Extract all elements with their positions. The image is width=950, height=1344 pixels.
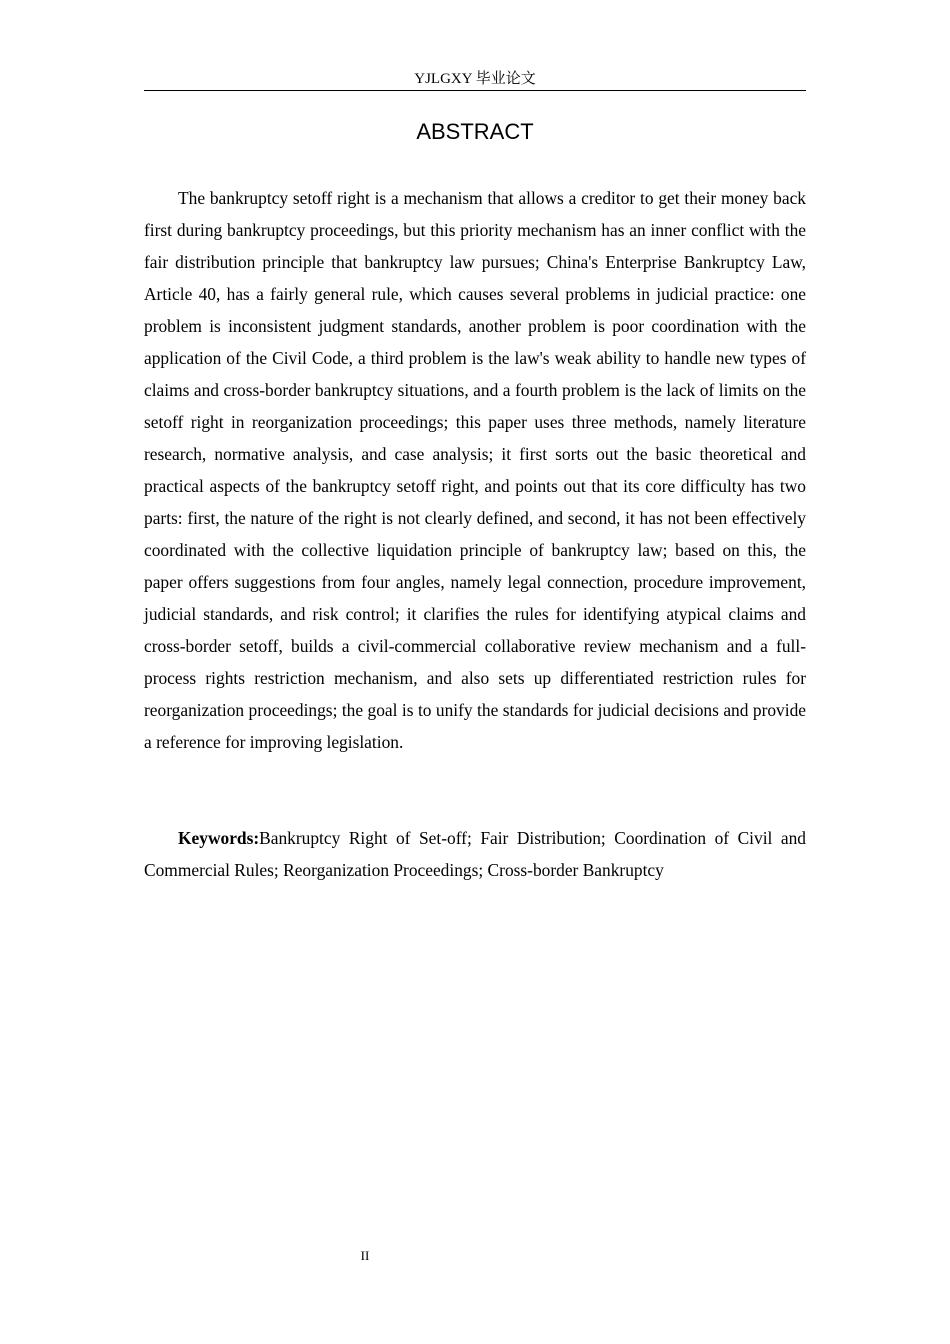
keywords-paragraph: [144, 822, 806, 886]
abstract-body: The bankruptcy setoff right is a mechanism that allows a creditor to get their money back first during bankruptcy proceedings, but this priority mechanism has an inner conflict with the fair distribution principle that bankruptcy law pursues; China's Enterprise Bankruptcy Law, Article 40, has a fairly general rule, which causes several problems in judicial practice: one problem is inconsistent judgment standards, another problem is poor coordination with the application of the Civil Code, a third problem is the law's weak ability to handle new types of claims and cross-border bankruptcy situations, and a fourth problem is the lack of limits on the setoff right in reorganization proceedings; this paper uses three methods, namely literature research, normative analysis, and case analysis; it first sorts out the basic theoretical and practical aspects of the bankruptcy setoff right, and points out that its core difficulty has two parts: first, the nature of the right is not clearly defined, and second, it has not been effectively coordinated with the collective liquidation principle of bankruptcy law; based on this, the paper offers suggestions from four angles, namely legal connection, procedure improvement, judicial standards, and risk control; it clarifies the rules for identifying atypical claims and cross-border setoff, builds a civil-commercial collaborative review mechanism and a full-process rights restriction mechanism, and also sets up differentiated restriction rules for reorganization proceedings; the goal is to unify the standards for judicial decisions and provide a reference for improving legislation.: [144, 188, 806, 752]
keywords-label: Keywords:: [178, 828, 260, 848]
abstract-title: ABSTRACT: [416, 119, 534, 144]
running-header: YJLGXY 毕业论文: [144, 68, 806, 91]
page-number: II: [360, 1248, 370, 1263]
keywords-list: Bankruptcy Right of Set-off; Fair Distribution; Coordination of Civil and Commercial Rules; Reorganization Proceedings; Cross-border Bankruptcy: [144, 828, 806, 880]
